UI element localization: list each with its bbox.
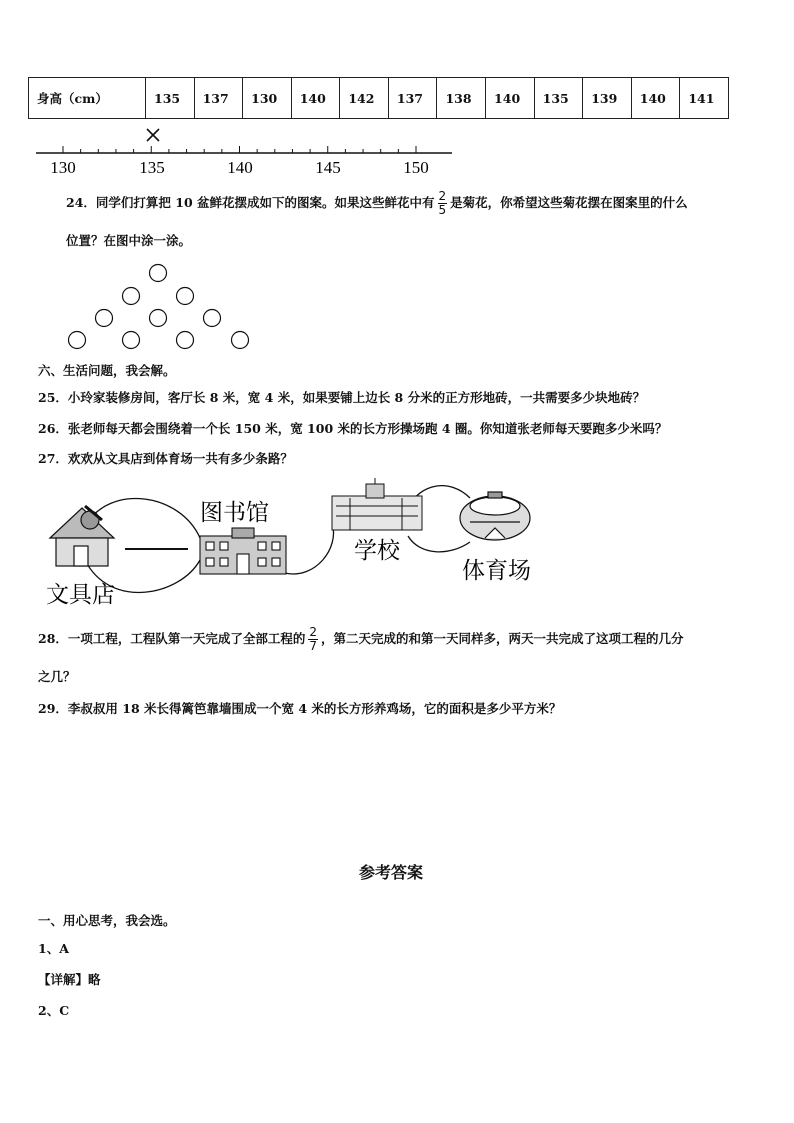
- map-label-stationery: 文具店: [46, 582, 115, 608]
- question-28-text-a: 28．一项工程，工程队第一天完成了全部工程的: [38, 631, 306, 646]
- height-table: [28, 77, 729, 119]
- height-cell: 139: [583, 78, 632, 119]
- answer-1: 1、A: [38, 941, 69, 956]
- tick-label: 145: [315, 158, 341, 177]
- answers-section-1: 一、用心思考，我会选。: [38, 913, 176, 928]
- question-25: 25．小玲家装修房间，客厅长 8 米，宽 4 米，如果要铺上边长 8 分米的正方形地砖，一共需要多少块地砖？: [38, 390, 646, 405]
- question-24-text-a: 24．同学们打算把 10 盆鲜花摆成如下的图案。如果这些鲜花中有: [66, 195, 435, 210]
- fraction-two-fifths: $\frac{2}{5}$: [438, 189, 447, 217]
- answers-title: 参考答案: [359, 863, 424, 882]
- height-cell: 141: [680, 78, 729, 119]
- library-building-icon: [200, 528, 286, 574]
- question-24-text-b: 是菊花，你希望这些菊花摆在图案里的什么: [450, 195, 688, 210]
- height-cell: 137: [388, 78, 437, 119]
- height-cell: 140: [631, 78, 680, 119]
- answer-1-detail: 【详解】略: [38, 972, 101, 987]
- question-28-text-b: ，第二天完成的和第一天同样多，两天一共完成了这项工程的几分: [321, 631, 684, 646]
- route-bottom-school-stadium: [408, 536, 470, 552]
- table-row: [29, 78, 729, 119]
- flower-circle[interactable]: [150, 310, 167, 327]
- flower-circle[interactable]: [232, 332, 249, 349]
- flower-pattern: [60, 258, 260, 358]
- question-28: [38, 626, 684, 653]
- question-27: 27．欢欢从文具店到体育场一共有多少条路？: [38, 451, 293, 466]
- stadium-icon: [460, 492, 530, 540]
- tick-label: 140: [227, 158, 253, 177]
- height-cell: 142: [340, 78, 389, 119]
- tick-label: 130: [50, 158, 76, 177]
- height-cell: 130: [243, 78, 292, 119]
- number-line: [30, 122, 460, 180]
- table-header-cell: 身高（cm）: [29, 78, 146, 119]
- flower-circle[interactable]: [123, 332, 140, 349]
- height-cell: 135: [534, 78, 583, 119]
- section-6-heading: 六、生活问题，我会解。: [38, 363, 176, 378]
- question-28-line2: 之几？: [38, 669, 76, 684]
- question-26: 26．张老师每天都会围绕着一个长 150 米，宽 100 米的长方形操场跑 4 圈。你知道张老师每天要跑多少米吗？: [38, 421, 668, 436]
- stationery-store-icon: [50, 506, 114, 566]
- question-24: [66, 190, 688, 217]
- flower-circle[interactable]: [150, 265, 167, 282]
- map-label-stadium: 体育场: [462, 558, 531, 584]
- cross-mark: [147, 129, 159, 141]
- map-label-school: 学校: [354, 538, 400, 564]
- question-24-line2: 位置？在图中涂一涂。: [66, 233, 192, 248]
- route-library-school: [285, 523, 334, 574]
- flower-circle[interactable]: [204, 310, 221, 327]
- flower-circle[interactable]: [177, 332, 194, 349]
- school-building-icon: [332, 478, 422, 530]
- tick-label: 135: [139, 158, 165, 177]
- flower-circle[interactable]: [96, 310, 113, 327]
- answer-2: 2、C: [38, 1003, 70, 1018]
- route-map: [40, 478, 560, 610]
- height-cell: 138: [437, 78, 486, 119]
- flower-circle[interactable]: [69, 332, 86, 349]
- height-cell: 140: [291, 78, 340, 119]
- fraction-two-sevenths: $\frac{2}{7}$: [309, 625, 318, 653]
- height-cell: 137: [194, 78, 243, 119]
- map-label-library: 图书馆: [200, 500, 269, 526]
- flower-circle[interactable]: [177, 288, 194, 305]
- flower-circle[interactable]: [123, 288, 140, 305]
- height-cell: 135: [146, 78, 195, 119]
- height-cell: 140: [486, 78, 535, 119]
- question-29: 29．李叔叔用 18 米长得篱笆靠墙围成一个宽 4 米的长方形养鸡场，它的面积是多少平方米？: [38, 701, 562, 716]
- tick-label: 150: [403, 158, 429, 177]
